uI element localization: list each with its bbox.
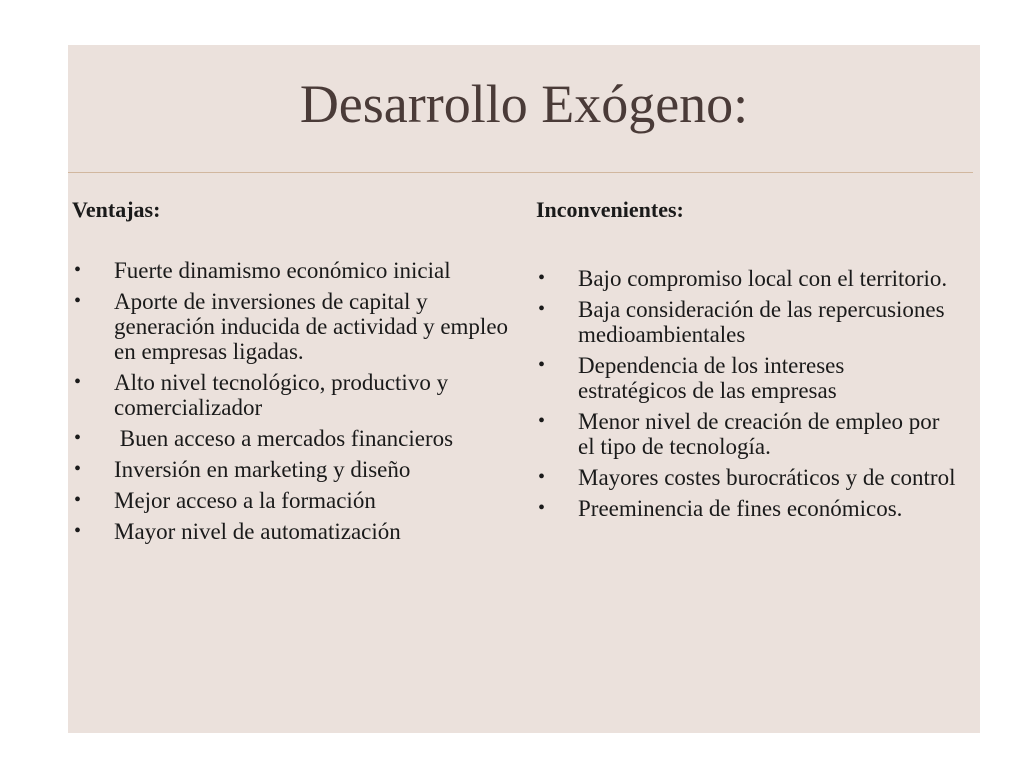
list-item-text: Baja consideración de las repercusiones medioambientales — [578, 297, 945, 348]
bullet-icon: • — [74, 371, 82, 394]
list-item — [72, 289, 512, 364]
list-item — [536, 496, 956, 521]
slide — [68, 45, 980, 733]
ventajas-column — [72, 197, 512, 550]
title-divider — [68, 172, 973, 173]
list-item-text: Bajo compromiso local con el territorio. — [578, 266, 948, 292]
list-item — [536, 266, 956, 291]
list-item — [72, 457, 512, 482]
list-item — [536, 297, 956, 347]
list-item-text: Fuerte dinamismo económico inicial — [114, 258, 451, 284]
list-item — [536, 465, 956, 490]
list-item — [72, 370, 512, 420]
inconvenientes-column — [536, 197, 956, 527]
bullet-icon: • — [74, 458, 82, 481]
bullet-icon: • — [538, 466, 546, 489]
list-item-text: Alto nivel tecnológico, productivo y comercializador — [114, 370, 449, 421]
bullet-icon: • — [538, 354, 546, 377]
list-item-text: Mayor nivel de automatización — [114, 519, 401, 545]
bullet-icon: • — [538, 267, 546, 290]
list-item-text: Menor nivel de creación de empleo por el tipo de tecnología. — [578, 409, 940, 460]
list-item-text: Aporte de inversiones de capital y generación inducida de actividad y empleo en empresas ligadas. — [114, 289, 509, 365]
bullet-icon: • — [74, 259, 82, 282]
bullet-icon: • — [538, 298, 546, 321]
bullet-icon: • — [74, 427, 82, 450]
list-item-text: Mayores costes burocráticos y de control — [578, 465, 956, 491]
list-item-text: Inversión en marketing y diseño — [114, 457, 411, 483]
bullet-icon: • — [538, 497, 546, 520]
list-item — [72, 258, 512, 283]
list-item — [72, 426, 512, 451]
list-item-text: Mejor acceso a la formación — [114, 488, 376, 514]
bullet-icon: • — [74, 489, 82, 512]
list-item — [536, 353, 956, 403]
list-item-text: Preeminencia de fines económicos. — [578, 496, 903, 522]
list-item-text: Dependencia de los intereses estratégicos de las empresas — [578, 353, 845, 404]
list-item — [536, 409, 956, 459]
list-item — [72, 488, 512, 513]
slide-title: Desarrollo Exógeno: — [299, 74, 749, 134]
inconvenientes-list — [536, 266, 956, 521]
bullet-icon: • — [74, 290, 82, 313]
list-item — [72, 519, 512, 544]
bullet-icon: • — [74, 520, 82, 543]
bullet-icon: • — [538, 410, 546, 433]
inconvenientes-heading: Inconvenientes: — [536, 197, 684, 222]
list-item-text: Buen acceso a mercados financieros — [114, 426, 454, 452]
ventajas-heading: Ventajas: — [72, 197, 161, 222]
ventajas-list — [72, 258, 512, 544]
